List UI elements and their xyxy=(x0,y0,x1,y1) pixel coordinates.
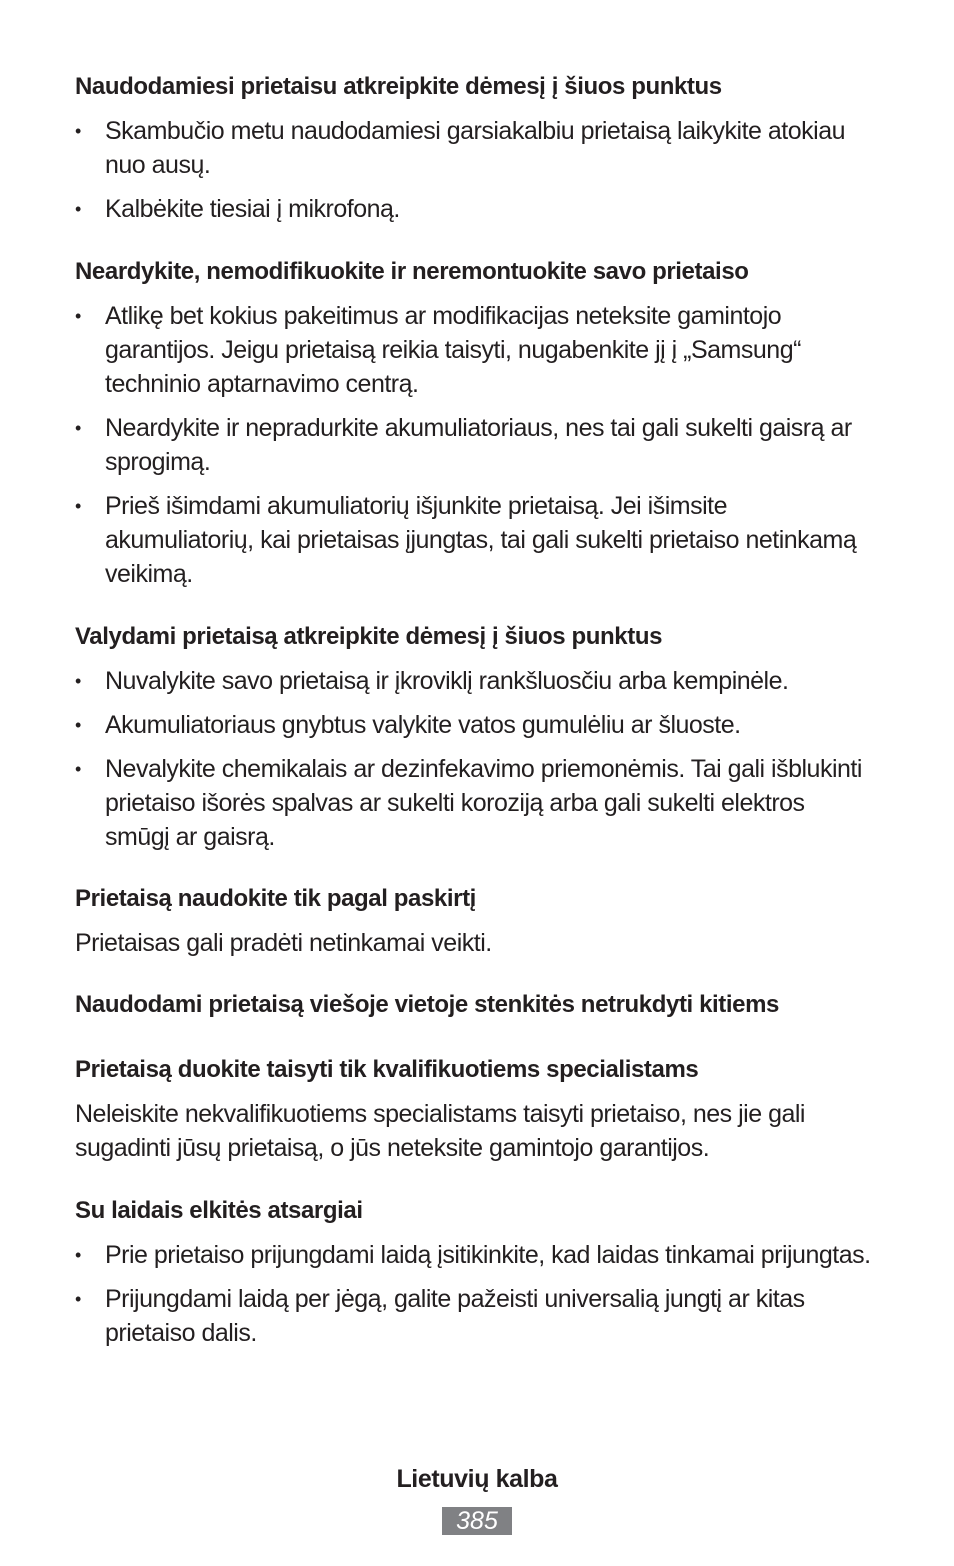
section-paragraph: Neleiskite nekvalifikuotiems specialistams taisyti prietaiso, nes jie gali sugadinti jūsų prietaisą, o jūs neteksite gamintojo garantijos. xyxy=(75,1100,805,1162)
bullet-marker: • xyxy=(75,306,81,326)
bullet-marker: • xyxy=(75,715,81,735)
list-item xyxy=(75,114,875,182)
list-item xyxy=(75,1238,875,1272)
list-item-text: Nuvalykite savo prietaisą ir įkroviklį rankšluosčiu arba kempinėle. xyxy=(105,667,789,695)
section-heading: Su laidais elkitės atsargiai xyxy=(75,1197,363,1224)
bullet-marker: • xyxy=(75,121,81,141)
footer-language-label: Lietuvių kalba xyxy=(396,1465,558,1493)
bullet-list xyxy=(75,114,875,226)
section-cleaning xyxy=(75,620,875,864)
list-item xyxy=(75,299,875,401)
bullet-marker: • xyxy=(75,759,81,779)
section-heading: Prietaisą duokite taisyti tik kvalifikuotiems specialistams xyxy=(75,1056,699,1083)
section-heading: Neardykite, nemodifikuokite ir neremontuokite savo prietaiso xyxy=(75,258,749,285)
list-item xyxy=(75,411,875,479)
section-heading: Naudodamiesi prietaisu atkreipkite dėmesį į šiuos punktus xyxy=(75,73,722,100)
list-item-text: Neardykite ir nepradurkite akumuliatoriaus, nes tai gali sukelti gaisrą ar sprogimą. xyxy=(105,414,852,476)
list-item-text: Kalbėkite tiesiai į mikrofoną. xyxy=(105,195,400,223)
section-public-use xyxy=(75,988,779,1032)
list-item xyxy=(75,192,875,226)
list-item-text: Prieš išimdami akumuliatorių išjunkite prietaisą. Jei išimsite akumuliatorių, kai prietaisas įjungtas, tai gali sukelti prietaiso netinkamą veikimą. xyxy=(105,492,857,588)
section-usage-attention xyxy=(75,70,875,236)
list-item-text: Nevalykite chemikalais ar dezinfekavimo priemonėmis. Tai gali išblukinti prietaiso išorės spalvas ar sukelti koroziją arba gali sukelti elektros smūgį ar gaisrą. xyxy=(105,755,862,851)
list-item xyxy=(75,1282,875,1350)
bullet-list xyxy=(75,664,875,854)
section-heading: Naudodami prietaisą viešoje vietoje stenkitės netrukdyti kitiems xyxy=(75,991,779,1018)
section-intended-use xyxy=(75,882,492,960)
list-item-text: Atlikę bet kokius pakeitimus ar modifikacijas neteksite gamintojo garantijos. Jeigu prietaisą reikia taisyti, nugabenkite jį į „Samsung“ techninio aptarnavimo centrą. xyxy=(105,302,801,398)
section-cables xyxy=(75,1194,875,1360)
section-heading: Valydami prietaisą atkreipkite dėmesį į šiuos punktus xyxy=(75,623,663,650)
page-number: 385 xyxy=(442,1507,512,1535)
bullet-marker: • xyxy=(75,671,81,691)
section-qualified-repair xyxy=(75,1053,875,1165)
bullet-list xyxy=(75,299,875,591)
section-do-not-modify xyxy=(75,255,875,601)
section-heading: Prietaisą naudokite tik pagal paskirtį xyxy=(75,885,476,912)
bullet-marker: • xyxy=(75,1289,81,1309)
bullet-marker: • xyxy=(75,199,81,219)
bullet-list xyxy=(75,1238,875,1350)
list-item-text: Akumuliatoriaus gnybtus valykite vatos gumulėliu ar šluoste. xyxy=(105,711,741,739)
bullet-marker: • xyxy=(75,1245,81,1265)
section-paragraph: Prietaisas gali pradėti netinkamai veikti. xyxy=(75,929,492,957)
bullet-marker: • xyxy=(75,418,81,438)
list-item xyxy=(75,489,875,591)
list-item-text: Skambučio metu naudodamiesi garsiakalbiu prietaisą laikykite atokiau nuo ausų. xyxy=(105,117,846,179)
list-item xyxy=(75,708,875,742)
list-item-text: Prijungdami laidą per jėgą, galite pažeisti universalią jungtį ar kitas prietaiso dalis. xyxy=(105,1285,805,1347)
list-item-text: Prie prietaiso prijungdami laidą įsitikinkite, kad laidas tinkamai prijungtas. xyxy=(105,1241,871,1269)
list-item xyxy=(75,752,875,854)
bullet-marker: • xyxy=(75,496,81,516)
list-item xyxy=(75,664,875,698)
